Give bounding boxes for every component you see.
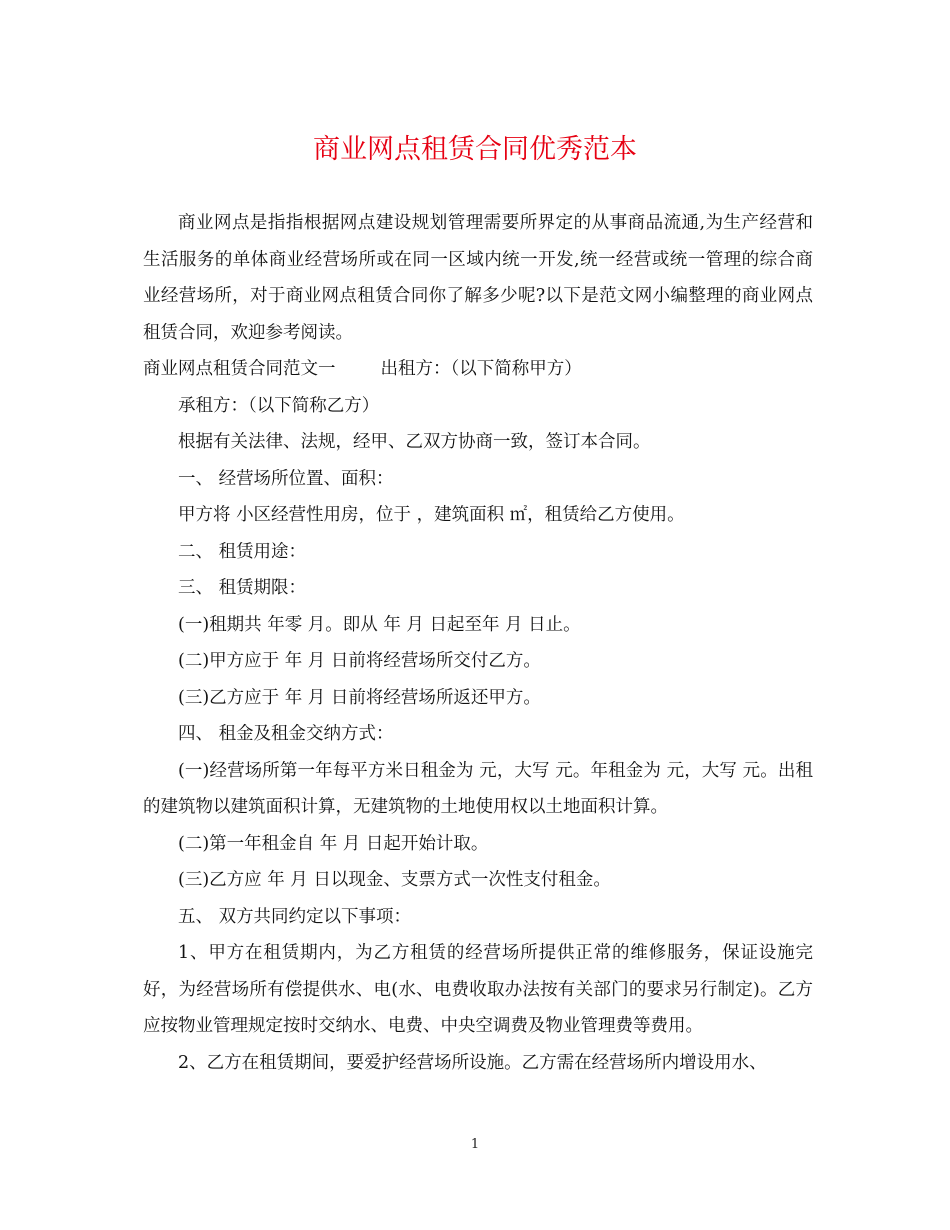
line-basis: 根据有关法律、法规，经甲、乙双方协商一致，签订本合同。 — [178, 432, 651, 452]
clause-5-item-2: 2、乙方在租赁期间，要爱护经营场所设施。乙方需在经营场所内增设用水、 — [178, 1052, 767, 1073]
clause-4-item-3: (三)乙方应 年 月 日以现金、支票方式一次性支付租金。 — [178, 870, 611, 890]
heading-right: 出租方：（以下简称甲方） — [380, 359, 582, 379]
clause-1-heading: 一、 经营场所位置、面积： — [178, 468, 394, 489]
clause-3-item-2: (二)甲方应于 年 月 日前将经营场所交付乙方。 — [178, 651, 541, 671]
clause-2-heading: 二、 租赁用途： — [178, 541, 307, 562]
clause-4-item-2: (二)第一年租金自 年 月 日起开始计取。 — [178, 833, 489, 854]
clause-4-item-1: (一)经营场所第一年每平方米日租金为 元，大写 元。年租金为 元，大写 元。出租的建筑物以建筑面积计算，无建筑物的土地使用权以土地面积计算。 — [143, 760, 813, 817]
clause-5-heading: 五、 双方共同约定以下事项： — [178, 906, 412, 927]
heading-left: 商业网点租赁合同范文一 — [143, 359, 336, 379]
clause-1-text: 甲方将 小区经营性用房，位于 ，建筑面积 ㎡，租赁给乙方使用。 — [178, 505, 685, 525]
clause-3-item-1: (一)租期共 年零 月。即从 年 月 日起至年 月 日止。 — [178, 614, 581, 635]
intro-paragraph: 商业网点是指指根据网点建设规划管理需要所界定的从事商品流通,为生产经营和生活服务的单体商业经营场所或在同一区域内统一开发,统一经营或统一管理的综合商业经营场所，对于商业网点租赁合同你了解多少呢?以下是范文网小编整理的商业网点租赁合同，欢迎参考阅读。 — [143, 213, 813, 343]
page-title: 商业网点租赁合同优秀范本 — [313, 134, 637, 165]
line-lessee: 承租方：（以下简称乙方） — [178, 395, 380, 416]
clause-3-heading: 三、 租赁期限： — [178, 578, 307, 598]
clause-4-heading: 四、 租金及租金交纳方式： — [178, 724, 394, 744]
clause-5-item-1: 1、甲方在租赁期内，为乙方租赁的经营场所提供正常的维修服务，保证设施完好，为经营场所有偿提供水、电(水、电费收取办法按有关部门的要求另行制定)。乙方应按物业管理规定按时交纳水、电费、中央空调费及物业管理费等费用。 — [143, 943, 813, 1036]
page-number: 1 — [470, 1137, 480, 1152]
clause-3-item-3: (三)乙方应于 年 月 日前将经营场所返还甲方。 — [178, 687, 541, 708]
document-body — [143, 205, 813, 1081]
section-heading — [143, 351, 813, 388]
